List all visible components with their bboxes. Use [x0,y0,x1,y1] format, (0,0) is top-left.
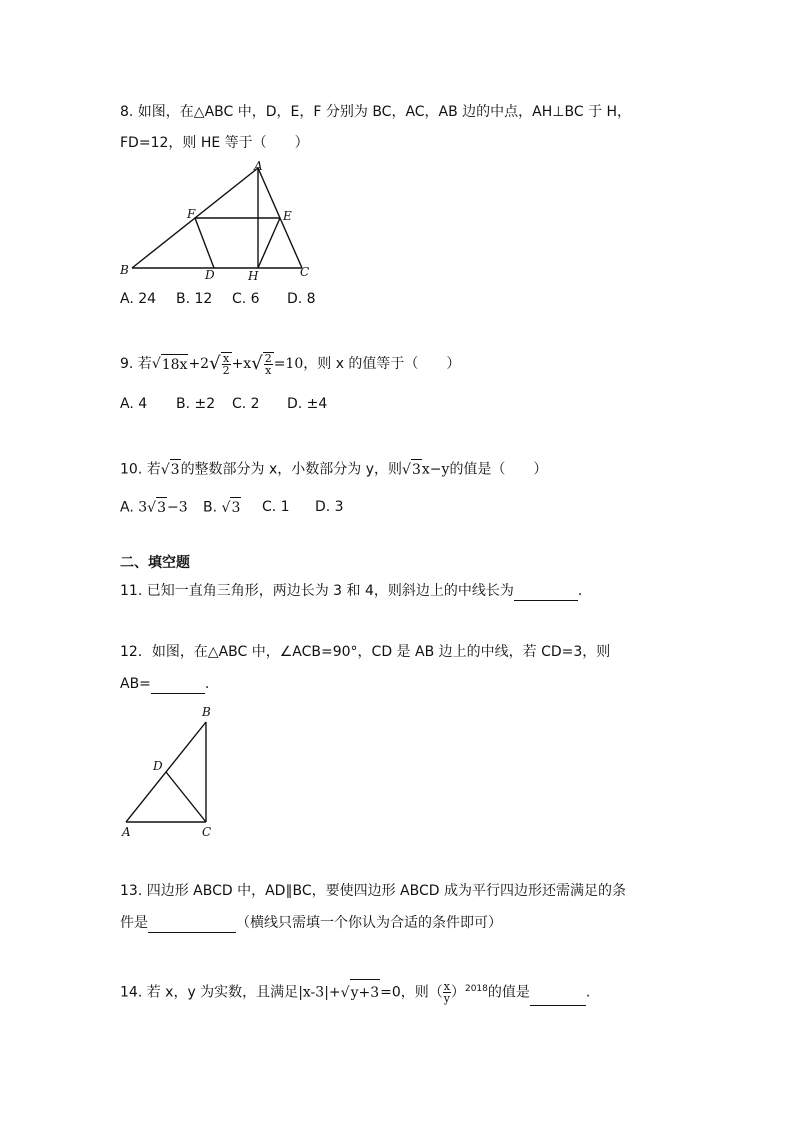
q10-radicand-2: 3 [411,459,422,480]
q8-line1: 8. 如图，在△ABC 中，D，E，F 分别为 BC，AC，AB 边的中点，AH⊥BC 于 H， [120,104,632,120]
q9-fraction-2 [264,353,273,376]
q9-fraction-1-num: x [222,352,230,365]
q13-line2 [120,913,502,933]
sqrt-icon: √ [209,353,221,374]
q8-label-b: B [120,263,129,277]
q9-radicand-1: 18x [161,354,189,375]
q9-plus-2: +x [231,356,252,372]
q8-line2: FD=12，则 HE 等于（ ） [120,135,309,151]
q10-option-a[interactable] [120,497,188,518]
q8-label-h: H [248,269,259,283]
q8-label-f: F [187,207,196,221]
q14-abs: |x-3|+ [298,984,341,1001]
q14-fraction [443,981,451,1004]
q14-fraction-den: y [443,992,450,1006]
sqrt-icon: √ [340,984,350,1001]
q11-end: . [577,583,583,599]
sqrt-icon: √ [151,356,161,372]
q14-fraction-num: x [443,980,450,994]
q8-label-a: A [254,159,263,173]
q9-line [120,352,460,376]
q8-option-c[interactable]: C. 6 [232,291,260,307]
q11-line [120,581,582,601]
q9-fraction-1 [222,353,231,376]
q10-option-a-radicand: 3 [156,497,167,518]
q10-middle: 的整数部分为 x，小数部分为 y，则 [180,461,403,478]
q10-option-a-prefix: A. [120,499,134,516]
q10-suffix: 的值是（ ） [449,461,548,478]
sqrt-icon: √ [160,461,170,478]
q9-prefix: 9. 若 [120,356,152,372]
q14-line [120,976,590,1006]
q14-close: ） [450,984,465,1001]
q9-equals: =10 [273,356,304,372]
q14-radicand: y+3 [350,979,381,1006]
q9-plus-1: +2 [188,356,210,372]
q12-end: . [204,676,210,692]
q8-label-e: E [283,209,292,223]
q10-option-b-radicand: 3 [230,497,241,518]
q8-option-d[interactable]: D. 8 [287,291,316,307]
q8-option-a[interactable]: A. 24 [120,291,157,307]
q12-line1: 12．如图，在△ABC 中，∠ACB=90°，CD 是 AB 边上的中线，若 CD=3，则 [120,644,611,660]
q10-option-a-tail: −3 [167,499,188,516]
q8-triangle-figure [110,158,330,282]
q9-option-d[interactable]: D. ±4 [287,396,328,412]
q10-line [120,459,547,480]
sqrt-icon: √ [251,353,263,374]
q9-option-c[interactable]: C. 2 [232,396,260,412]
q12-label-a: A [122,825,131,839]
q14-answer-blank[interactable] [530,989,586,1006]
q14-end: . [585,984,591,1001]
q8-label-d: D [205,268,215,282]
q12-label-d: D [153,759,163,773]
q8-option-b[interactable]: B. 12 [176,291,213,307]
q12-label-b: B [202,705,211,719]
q14-equals: =0，则（ [380,984,443,1001]
q9-suffix: ，则 x 的值等于（ ） [303,356,461,372]
q14-prefix: 14. 若 x，y 为实数，且满足 [120,984,299,1001]
q14-exponent: 2018 [464,984,488,994]
q10-expression: x−y [421,461,450,478]
sqrt-icon: √ [402,461,411,478]
q10-prefix: 10. 若 [120,461,161,478]
q11-answer-blank[interactable] [514,584,578,601]
q10-radicand-1: 3 [170,459,181,480]
q13-line2-start: 件是 [120,915,148,931]
q10-option-b-prefix: B. [203,499,218,516]
q10-option-b[interactable] [203,497,241,518]
q12-line2 [120,674,209,694]
q14-suffix: 的值是 [487,984,530,1001]
q11-text: 11. 已知一直角三角形，两边长为 3 和 4，则斜边上的中线长为 [120,583,514,599]
q10-option-d[interactable]: D. 3 [315,499,344,515]
q9-option-b[interactable]: B. ±2 [176,396,216,412]
q12-label-c: C [202,825,212,839]
q9-fraction-2-den: x [265,364,272,377]
q12-triangle-figure [118,702,228,842]
q13-line1: 13. 四边形 ABCD 中，AD∥BC，要使四边形 ABCD 成为平行四边形还需满足的条 [120,883,626,899]
q10-option-c[interactable]: C. 1 [262,499,290,515]
q12-answer-blank[interactable] [151,677,205,694]
q8-label-c: C [300,265,310,279]
q9-option-a[interactable]: A. 4 [120,396,148,412]
q13-line2-end: （横线只需填一个你认为合适的条件即可） [236,915,502,931]
q10-option-a-coef: 3 [138,499,148,516]
q13-answer-blank[interactable] [148,916,236,933]
q9-fraction-1-den: 2 [222,364,230,377]
sqrt-icon: √ [221,499,231,516]
q12-line2-start: AB= [120,676,151,692]
section-fill-in-title: 二、填空题 [120,555,190,571]
q9-fraction-2-num: 2 [264,352,272,365]
sqrt-icon: √ [147,499,157,516]
